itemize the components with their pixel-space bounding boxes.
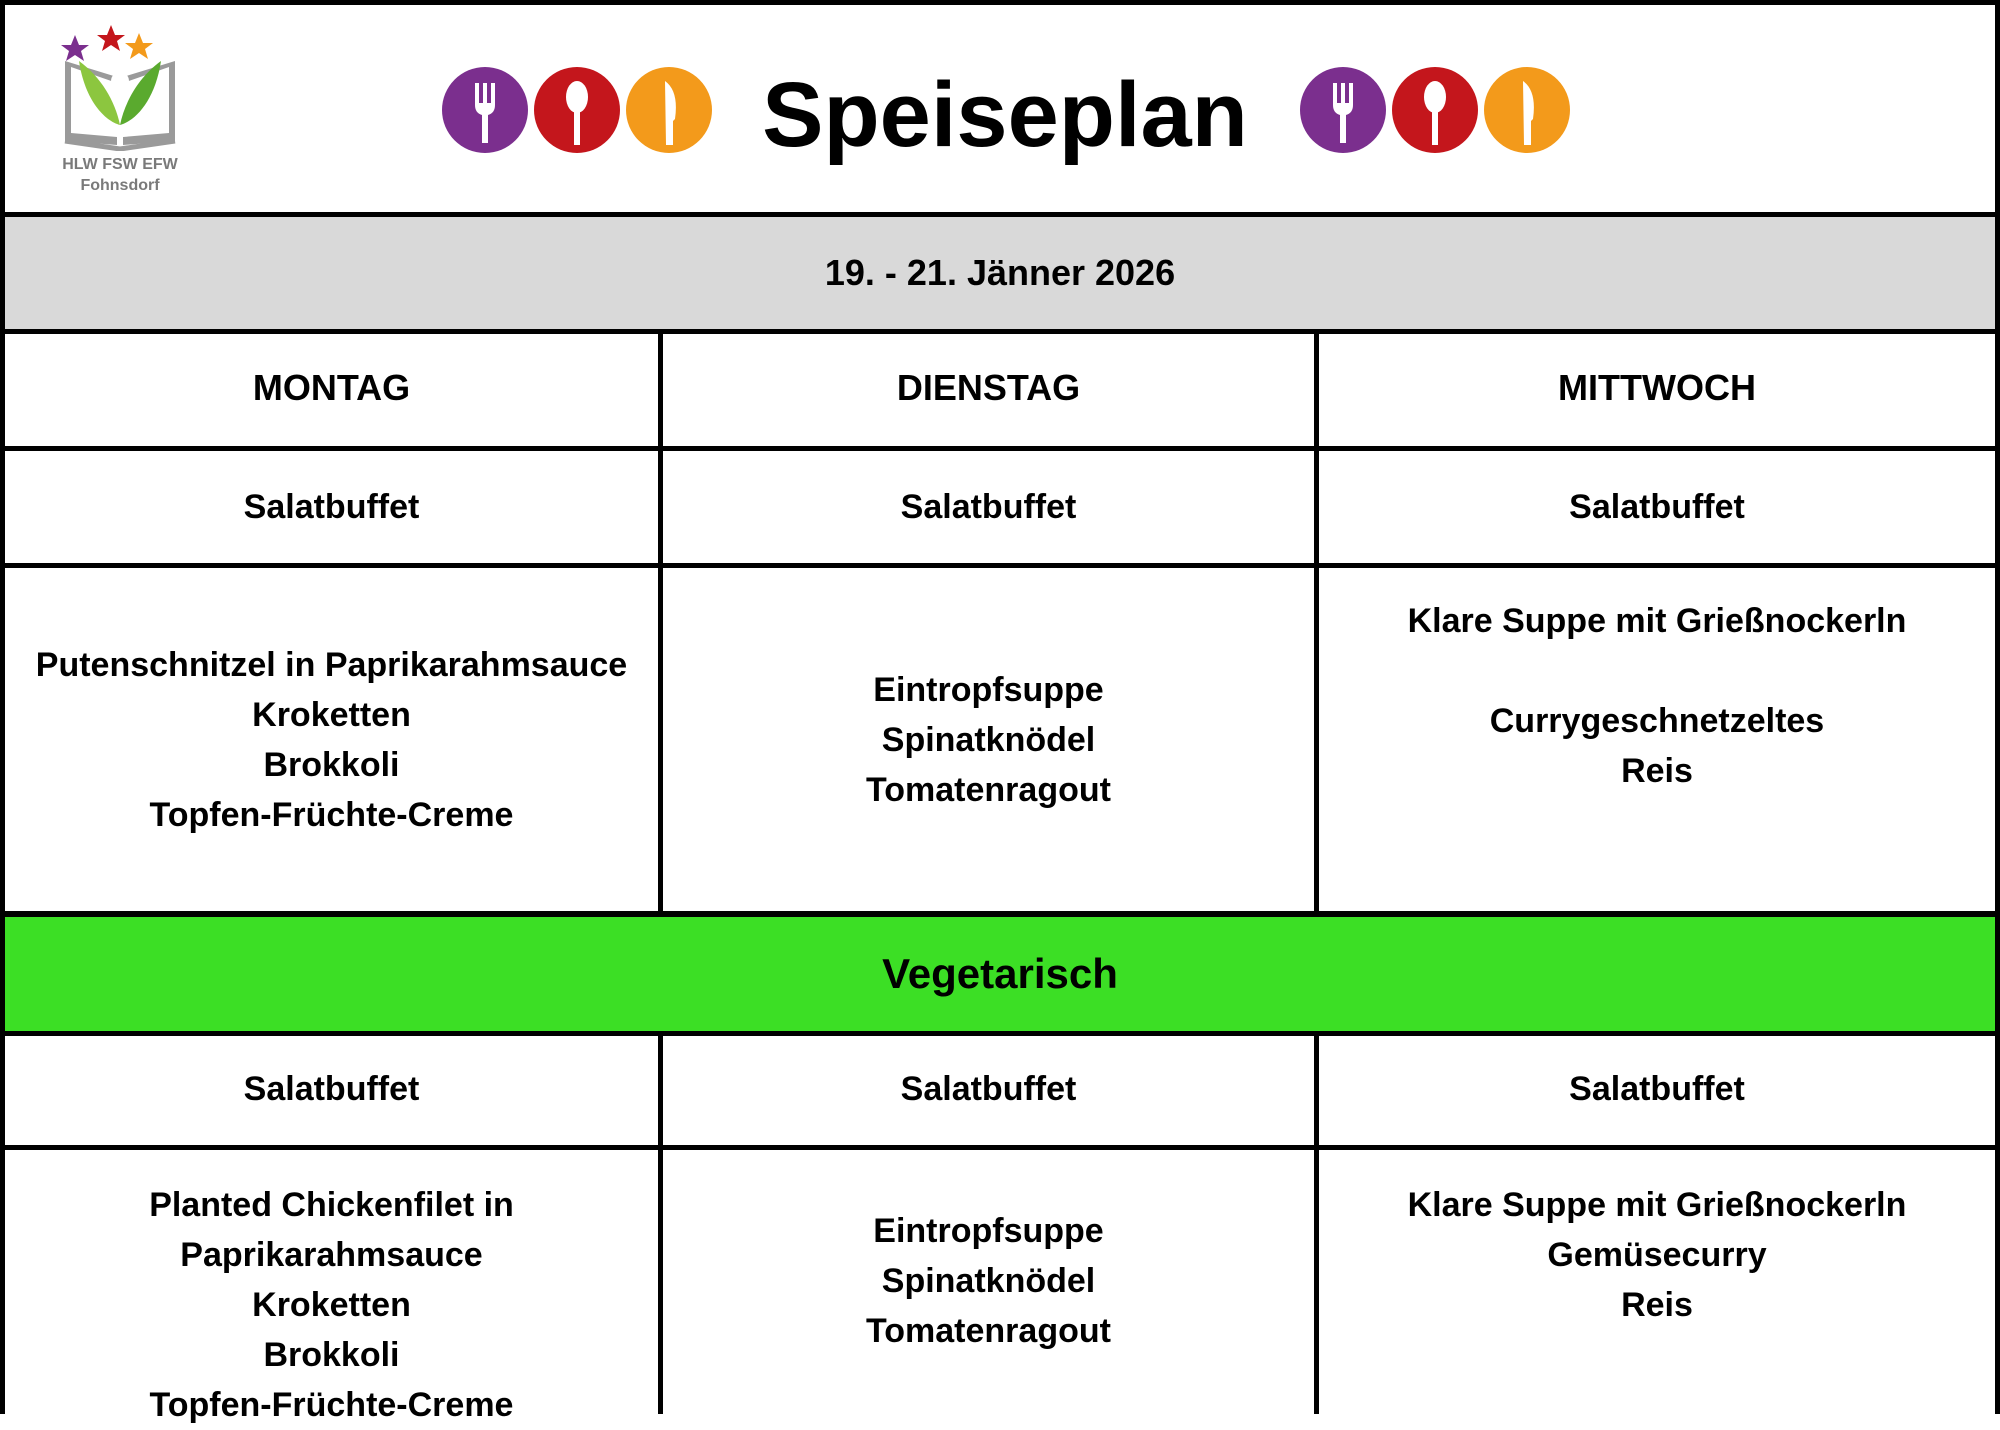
veg-salad-wednesday: Salatbuffet (1314, 1032, 2000, 1150)
vegetarian-label: Vegetarisch (882, 950, 1118, 997)
menu-item: Eintropfsuppe (873, 670, 1104, 709)
veg-menu-wednesday (1314, 1150, 2000, 1414)
page-title: Speiseplan (762, 64, 1248, 166)
veg-menu-monday (0, 1150, 658, 1424)
menu-wednesday (1314, 568, 2000, 916)
main-dish-row (0, 568, 2000, 916)
menu-item: Planted Chickenfilet in (149, 1186, 514, 1224)
logo-school-name: HLW FSW EFW (62, 156, 178, 173)
vegetarian-salad-row (0, 1032, 2000, 1150)
salad-tuesday: Salatbuffet (658, 451, 1314, 568)
day-tuesday: DIENSTAG (658, 330, 1314, 451)
menu-item: Currygeschnetzeltes (1489, 702, 1825, 740)
salad-monday: Salatbuffet (0, 451, 658, 568)
veg-menu-tuesday (658, 1150, 1314, 1414)
menu-monday (0, 568, 658, 916)
logo-school-location: Fohnsdorf (80, 177, 160, 194)
menu-item: Brokkoli (263, 1336, 400, 1374)
menu-item: Spinatknödel (881, 720, 1096, 759)
salad-row (0, 451, 2000, 568)
date-range: 19. - 21. Jänner 2026 (824, 252, 1176, 293)
veg-salad-tuesday: Salatbuffet (658, 1032, 1314, 1150)
menu-item: Kroketten (252, 695, 411, 734)
menu-item: Spinatknödel (881, 1262, 1096, 1300)
menu-item: Reis (1621, 1286, 1693, 1324)
cutlery-icons-right (1299, 65, 1575, 155)
menu-item: Reis (1621, 752, 1693, 790)
menu-item: Topfen-Früchte-Creme (149, 1386, 514, 1424)
day-monday: MONTAG (0, 330, 658, 451)
vegetarian-banner (0, 912, 2000, 1036)
book-logo-icon (45, 21, 195, 151)
date-range-banner (0, 212, 2000, 334)
veg-salad-monday: Salatbuffet (0, 1032, 658, 1150)
school-logo (45, 21, 195, 201)
menu-item: Klare Suppe mit Grießnockerln (1407, 1186, 1907, 1224)
salad-wednesday: Salatbuffet (1314, 451, 2000, 568)
menu-item: Paprikarahmsauce (180, 1236, 483, 1274)
menu-item: Eintropfsuppe (873, 1212, 1104, 1250)
menu-item: Topfen-Früchte-Creme (149, 795, 514, 834)
cutlery-icons-left (441, 65, 717, 155)
day-wednesday: MITTWOCH (1314, 330, 2000, 451)
menu-tuesday (658, 568, 1314, 916)
menu-item: Putenschnitzel in Paprikarahmsauce (35, 645, 628, 684)
menu-item: Gemüsecurry (1547, 1236, 1767, 1274)
vegetarian-main-row (0, 1150, 2000, 1424)
header (0, 0, 2000, 216)
menu-item: Tomatenragout (866, 770, 1111, 809)
menu-item: Klare Suppe mit Grießnockerln (1407, 602, 1907, 640)
menu-item: Brokkoli (263, 745, 400, 784)
menu-item: Kroketten (252, 1286, 411, 1324)
menu-item: Tomatenragout (866, 1312, 1111, 1350)
weekday-header-row (0, 330, 2000, 451)
